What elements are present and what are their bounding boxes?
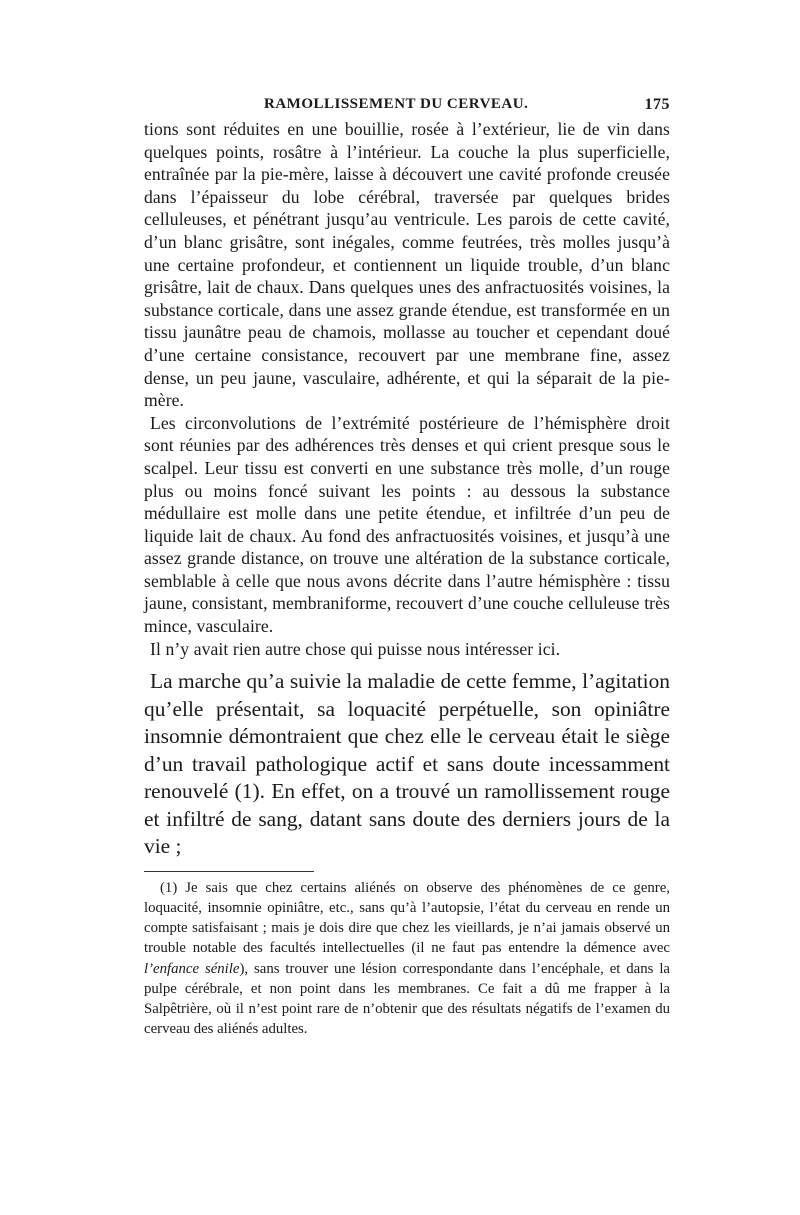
book-page xyxy=(144,92,670,1039)
footnote-text-start: (1) Je sais que chez certains aliénés on observe des phénomènes de ce genre, loquacité, insomnie opiniâtre, etc., sans qu’à l’autopsie, l’état du cerveau en rende un compte satisfaisant ; mais je dois dire que chez les vieillards, je n’ai jamais observé un trouble notable des facultés intellectuelles (il ne faut pas entendre la démence avec xyxy=(144,879,670,957)
body-paragraph-2: Les circonvolutions de l’extrémité postérieure de l’hémisphère droit sont réunies par des adhérences très denses et qui crient presque sous le scalpel. Leur tissu est converti en une substance très molle, d’un rouge plus ou moins foncé suivant les points : au dessous la substance médullaire est molle dans une petite étendue, et infiltrée d’un peu de liquide lait de chaux. Au fond des anfractuosités voisines, et jusqu’à une assez grande distance, on trouve une altération de la substance corticale, semblable à celle que nous avons décrite dans l’autre hémisphère : tissu jaune, consistant, membraniforme, recouvert d’une couche celluleuse très mince, vasculaire. xyxy=(144,412,670,637)
body-paragraph-4: La marche qu’a suivie la maladie de cette femme, l’agitation qu’elle présentait, sa loquacité perpétuelle, son opiniâtre insomnie démontraient que chez elle le cerveau était le siège d’un travail pathologique actif et sans doute incessamment renouvelé (1). En effet, on a trouvé un ramollissement rouge et infiltré de sang, datant sans doute des derniers jours de la vie ; xyxy=(144,669,670,859)
footnote xyxy=(144,878,670,1040)
running-head xyxy=(144,92,670,118)
body-paragraph-3: Il n’y avait rien autre chose qui puisse nous intéresser ici. xyxy=(150,638,561,659)
footnote-italic: l’enfance sénile xyxy=(144,960,240,977)
body-paragraph-1: tions sont réduites en une bouillie, rosée à l’extérieur, lie de vin dans quelques points, rosâtre à l’intérieur. La couche la plus superficielle, entraînée par la pie-mère, laisse à découvert une cavité profonde creusée dans l’épaisseur du lobe cérébral, traversée par quelques brides celluleuses, et pénétrant jusqu’au ventricule. Les parois de cette cavité, d’un blanc grisâtre, sont inégales, comme feutrées, très molles jusqu’à une certaine profondeur, et contiennent un liquide trouble, d’un blanc grisâtre, lait de chaux. Dans quelques unes des anfractuosités voisines, la substance corticale, dans une assez grande étendue, est transformée en un tissu jaunâtre peau de chamois, mollasse au toucher et cependant doué d’une certaine consistance, recouvert par une membrane fine, assez dense, un peu jaune, vasculaire, adhérente, et qui la séparait de la pie-mère. xyxy=(144,119,670,411)
footnote-rule xyxy=(144,871,314,872)
footnote-text-end: ), sans trouver une lésion correspondante dans l’encéphale, et dans la pulpe cérébrale, et non point dans les membranes. Ce fait a dû me frapper à la Salpêtrière, où il n’est point rare de n’obtenir que des résultats négatifs de l’examen du cerveau des aliénés adultes. xyxy=(144,960,670,1038)
running-head-title: RAMOLLISSEMENT DU CERVEAU. xyxy=(264,96,529,112)
page-number: 175 xyxy=(644,96,670,113)
